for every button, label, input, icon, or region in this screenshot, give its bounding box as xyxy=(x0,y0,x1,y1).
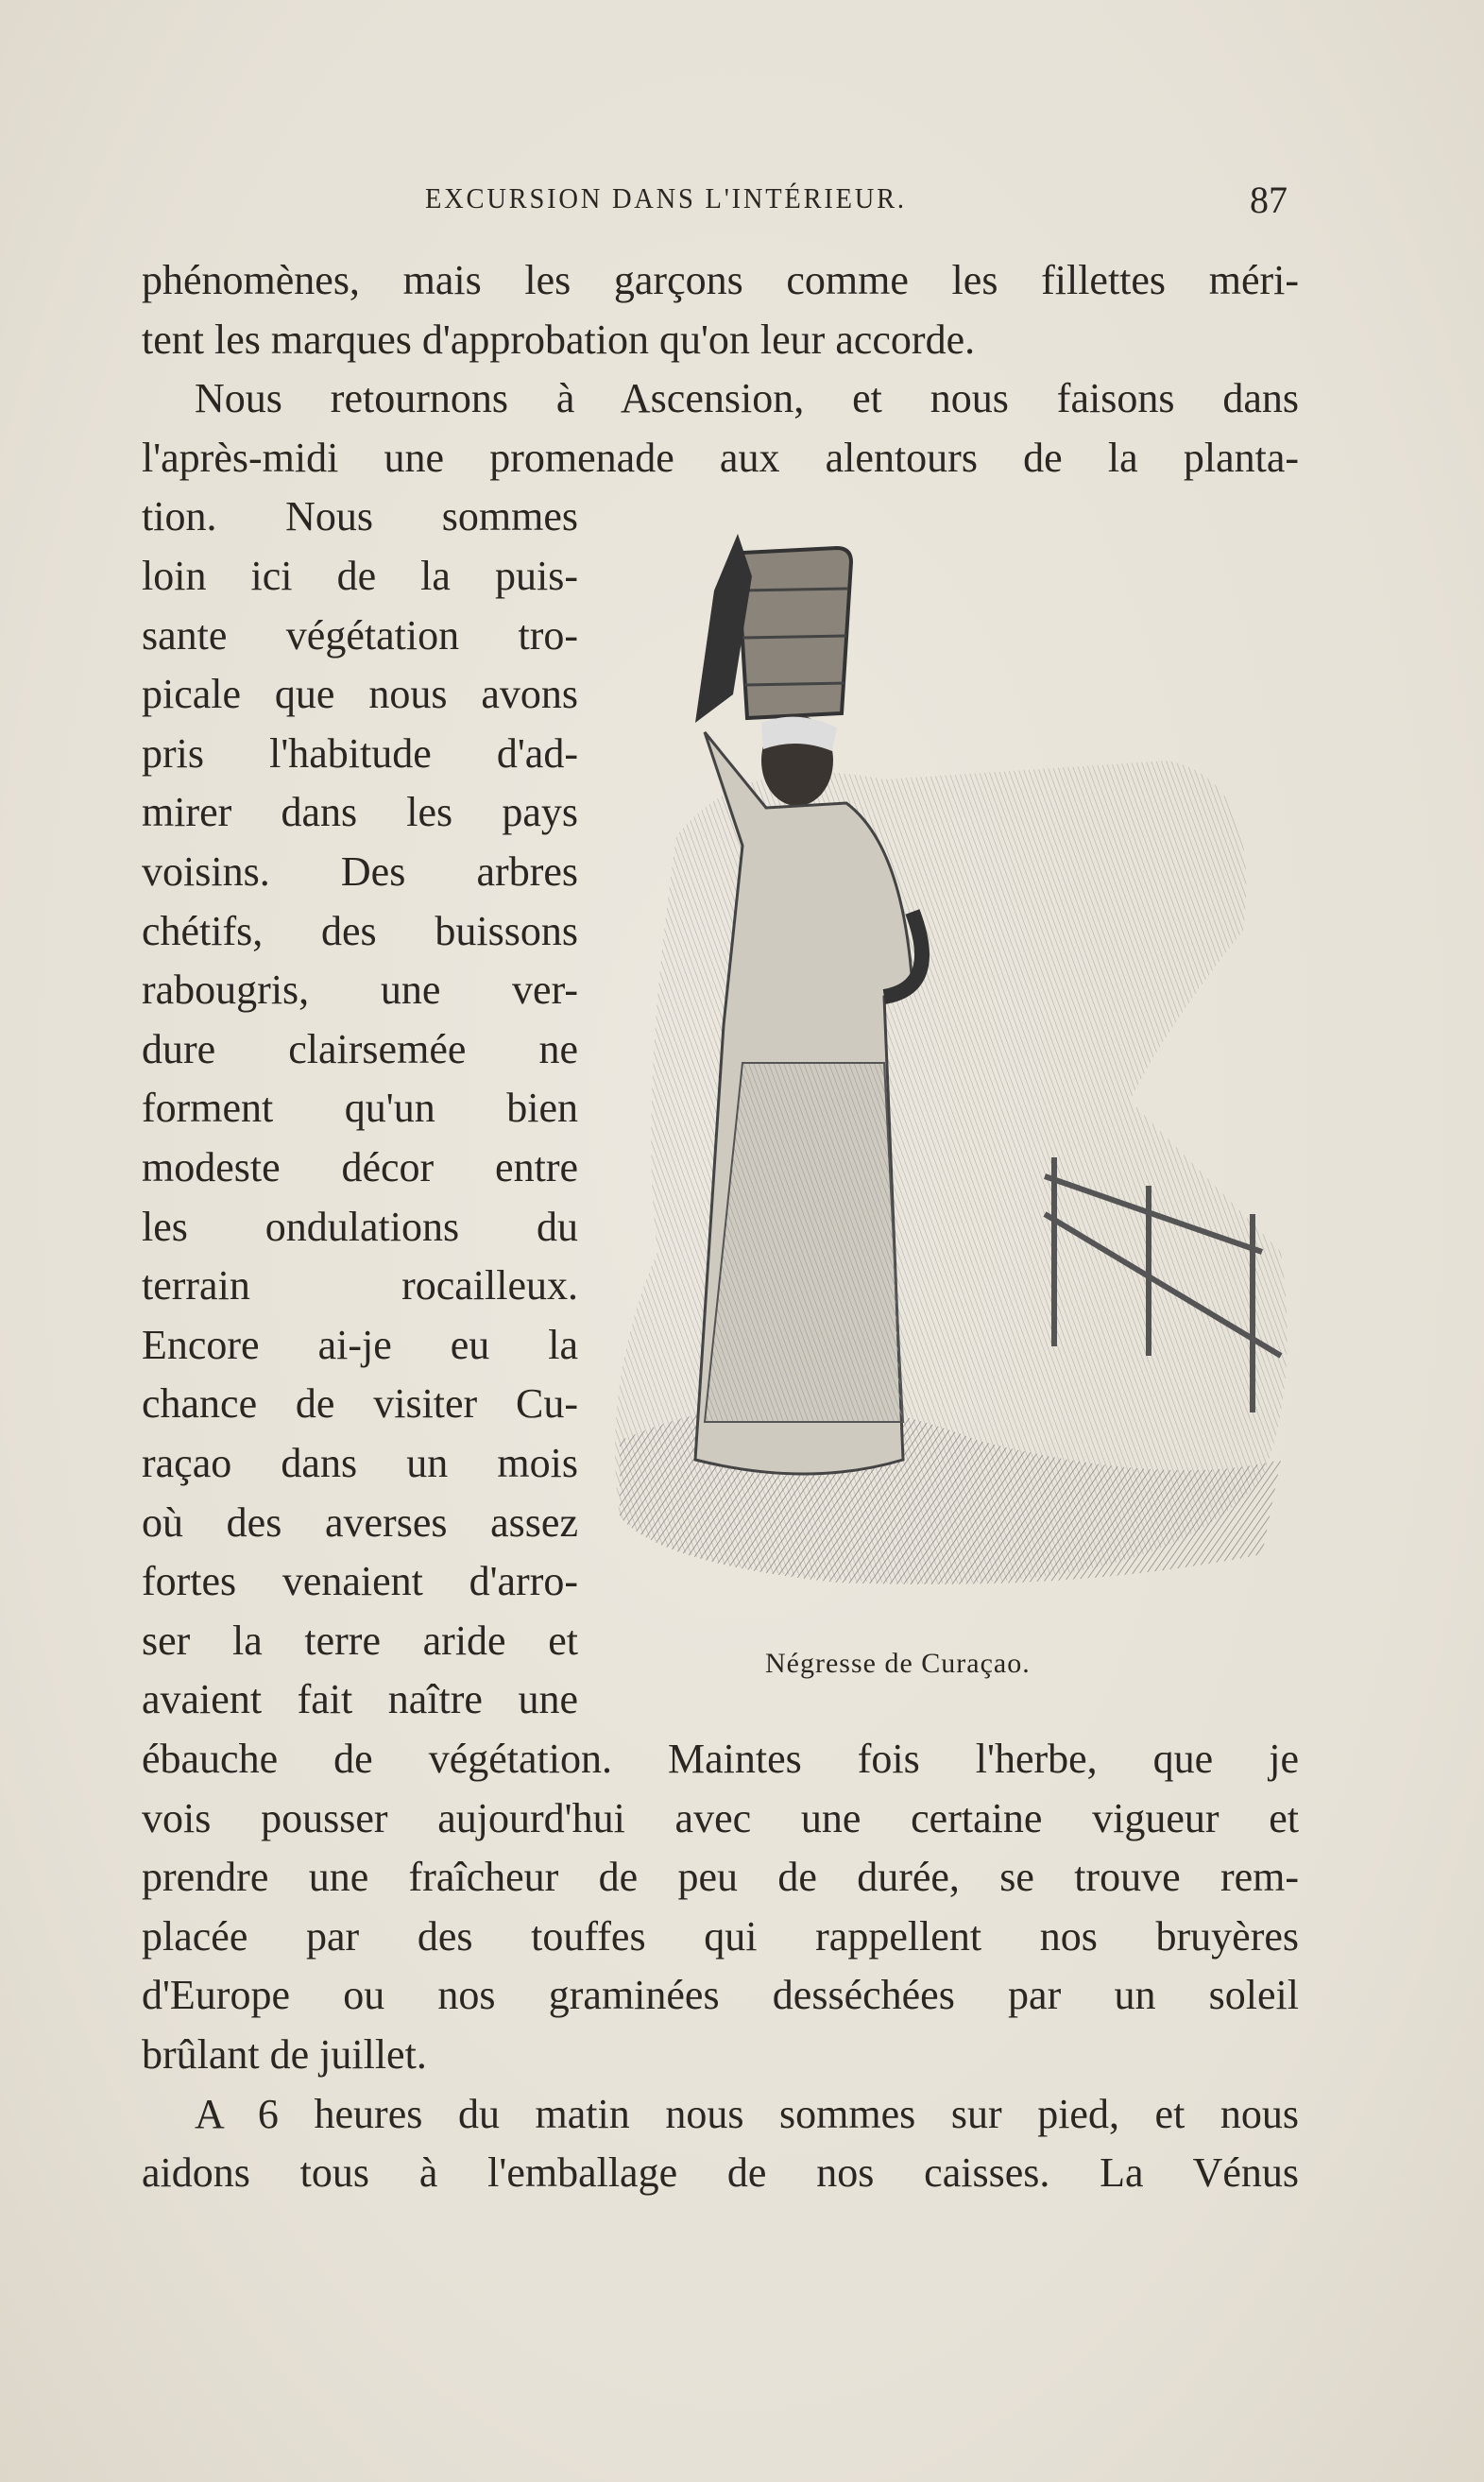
text-line: ébauche de végétation. Maintes fois l'herbe, que je xyxy=(142,1736,1299,1782)
text-line-left-column: dure clairsemée ne xyxy=(142,1025,578,1072)
text-line-left-column: forment qu'un bien xyxy=(142,1085,578,1132)
text-line: tent les marques d'approbation qu'on leur accorde. xyxy=(142,316,976,363)
text-line-left-column: sante végétation tro- xyxy=(142,611,578,659)
text-line-left-column: rabougris, une ver- xyxy=(142,967,578,1014)
page-number: 87 xyxy=(1250,179,1288,221)
text-line: brûlant de juillet. xyxy=(142,2031,427,2078)
text-line-left-column: tion. Nous sommes xyxy=(142,493,578,540)
text-line: prendre une fraîcheur de peu de durée, se trouve rem- xyxy=(142,1854,1299,1901)
text-line-left-column: où des averses assez xyxy=(142,1498,578,1546)
text-line-left-column: voisins. Des arbres xyxy=(142,848,578,895)
text-line-left-column: raçao dans un mois xyxy=(142,1440,578,1486)
text-line-left-column: Encore ai-je eu la xyxy=(142,1321,578,1368)
text-line-left-column: terrain rocailleux. xyxy=(142,1262,578,1309)
text-line-left-column: avaient fait naître une xyxy=(142,1676,578,1723)
text-line-left-column: picale que nous avons xyxy=(142,671,578,718)
text-line-left-column: fortes venaient d'arro- xyxy=(142,1558,578,1605)
text-line-left-column: pris l'habitude d'ad- xyxy=(142,729,578,777)
text-line: d'Europe ou nos graminées desséchées par un soleil xyxy=(142,1972,1299,2019)
text-line: l'après-midi une promenade aux alentours de la planta- xyxy=(142,434,1299,481)
text-line: Nous retournons à Ascension, et nous faisons dans xyxy=(195,375,1299,422)
text-line: aidons tous à l'emballage de nos caisses. La Vénus xyxy=(142,2149,1299,2197)
illustration-woman-carrying-bucket xyxy=(601,534,1300,1616)
text-line: placée par des touffes qui rappellent nos bruyères xyxy=(142,1912,1299,1960)
text-line-left-column: ser la terre aride et xyxy=(142,1617,578,1664)
text-line: vois pousser aujourd'hui avec une certaine vigueur et xyxy=(142,1794,1299,1841)
text-line-left-column: chance de visiter Cu- xyxy=(142,1380,578,1428)
text-line: phénomènes, mais les garçons comme les fillettes méri- xyxy=(142,257,1299,303)
page-header xyxy=(142,181,1299,223)
text-line-left-column: modeste décor entre xyxy=(142,1144,578,1190)
running-title: EXCURSION DANS L'INTÉRIEUR. xyxy=(425,181,907,214)
figure-caption: Négresse de Curaçao. xyxy=(765,1648,1031,1679)
text-line-left-column: les ondulations du xyxy=(142,1203,578,1250)
text-line-left-column: mirer dans les pays xyxy=(142,789,578,836)
text-line-left-column: chétifs, des buissons xyxy=(142,907,578,954)
text-line-left-column: loin ici de la puis- xyxy=(142,553,578,599)
text-line: A 6 heures du matin nous sommes sur pied, et nous xyxy=(195,2090,1299,2137)
